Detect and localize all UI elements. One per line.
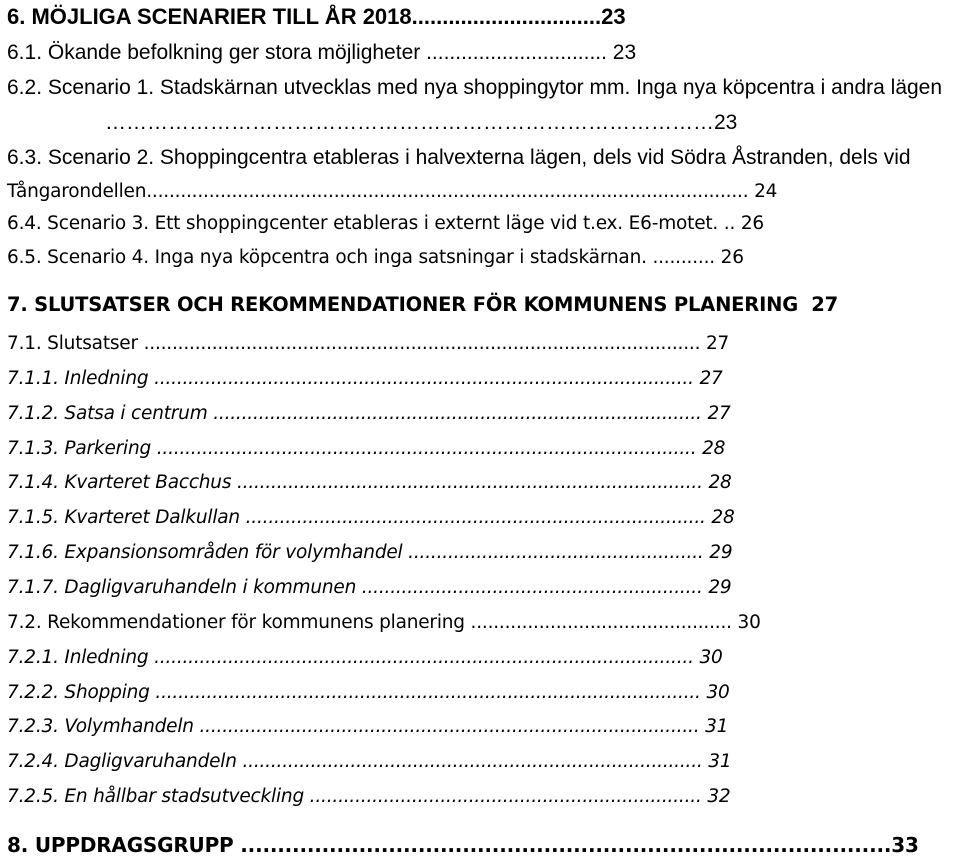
toc-entry-7-2-1-page: 30 [699,647,723,668]
toc-entry-6-3-title: 6.3. Scenario 2. Shoppingcentra etableras i halvexterna lägen, dels vid Södra Åstranden, dels vid [7,146,911,169]
toc-entry-7-2[interactable] [7,610,761,636]
toc-entry-7-1-3-page: 28 [702,438,726,459]
toc-entry-7-2-5-title: 7.2.5. En hållbar stadsutveckling ..................................................................... [7,786,702,807]
toc-entry-6-3-page: 24 [754,181,778,202]
toc-entry-6-page: 23 [601,4,626,29]
toc-entry-7-2-5-page: 32 [707,786,731,807]
toc-entry-6-2[interactable] [7,75,942,101]
toc-entry-6-1[interactable] [7,40,636,66]
toc-entry-6-4-title: 6.4. Scenario 3. Ett shoppingcenter etableras i externt läge vid t.ex. E6-motet. .. [7,213,736,234]
toc-entry-6-title: 6. MÖJLIGA SCENARIER TILL ÅR 2018 [7,4,412,29]
toc-entry-7-2-4-title: 7.2.4. Dagligvaruhandeln ................................................................................. [7,751,703,772]
toc-entry-7-1-title: 7.1. Slutsatser .................................................................................................. [7,333,701,354]
toc-entry-7-2-4[interactable] [7,749,731,775]
toc-entry-7-1-7[interactable] [7,575,731,601]
toc-entry-6-1-title: 6.1. Ökande befolkning ger stora möjligheter ............................... [7,41,607,64]
toc-entry-8[interactable] [7,832,919,858]
toc-entry-6-5-title: 6.5. Scenario 4. Inga nya köpcentra och inga satsningar i stadskärnan. ........... [7,247,715,268]
toc-entry-7-1-2-title: 7.1.2. Satsa i centrum ...................................................................................... [7,403,702,424]
toc-entry-7-2-3[interactable] [7,714,728,740]
toc-entry-7-2-1[interactable] [7,645,723,671]
toc-entry-7-1-4[interactable] [7,470,732,496]
toc-entry-7-2-page: 30 [737,612,761,633]
toc-entry-7-1-2[interactable] [7,401,731,427]
toc-entry-7-1-1[interactable] [7,366,723,392]
toc-entry-7-1-1-page: 27 [699,368,723,389]
toc-entry-7-2-title: 7.2. Rekommendationer för kommunens planering .............................................. [7,612,732,633]
toc-entry-6-4[interactable] [7,211,764,237]
toc-entry-6-3-cont[interactable] [7,179,777,205]
toc-entry-7-2-2-page: 30 [706,682,730,703]
toc-entry-6-2-page: ……………………………………………………………………………23 [105,111,738,134]
toc-entry-6-4-page: 26 [740,213,764,234]
toc-entry-7-1-4-title: 7.1.4. Kvarteret Bacchus .................................................................................. [7,472,703,493]
toc-entry-6-2-cont[interactable] [105,110,737,136]
toc-entry-7-1-2-page: 27 [707,403,731,424]
toc-entry-6-5[interactable] [7,245,744,271]
toc-entry-7-1-7-page: 29 [708,577,732,598]
toc-entry-7-2-1-title: 7.2.1. Inledning ............................................................................................... [7,647,694,668]
toc-entry-6-3[interactable] [7,145,911,171]
toc-entry-7-1-4-page: 28 [708,472,732,493]
toc-entry-7-1-1-title: 7.1.1. Inledning ............................................................................................... [7,368,694,389]
toc-entry-7[interactable] [7,292,838,318]
toc-entry-7-page: 27 [811,293,839,316]
toc-entry-7-1-3-title: 7.1.3. Parkering ............................................................................................... [7,438,697,459]
toc-entry-7-2-5[interactable] [7,784,730,810]
toc-leader-dots: ............................... [411,4,602,29]
toc-entry-7-1-5[interactable] [7,505,735,531]
toc-entry-7-2-3-title: 7.2.3. Volymhandeln ........................................................................................ [7,716,700,737]
toc-entry-7-2-3-page: 31 [705,716,729,737]
toc-entry-6-1-page: 23 [612,41,637,64]
toc-entry-7-1-page: 27 [705,333,730,354]
toc-entry-7-1-3[interactable] [7,436,725,462]
toc-entry-7-1-6-page: 29 [709,542,733,563]
toc-entry-7-1-5-title: 7.1.5. Kvarteret Dalkullan ................................................................................. [7,507,706,528]
toc-entry-8-page: 33 [891,833,919,857]
toc-entry-6[interactable] [7,4,626,30]
toc-entry-7-1-7-title: 7.1.7. Dagligvaruhandeln i kommunen ............................................................ [7,577,703,598]
toc-entry-7-2-2-title: 7.2.2. Shopping ................................................................................................ [7,682,701,703]
toc-entry-8-title: 8. UPPDRAGSGRUPP ........................................................................................ [7,833,892,857]
toc-entry-7-1-6-title: 7.1.6. Expansionsområden för volymhandel .................................................... [7,542,704,563]
toc-entry-7-2-2[interactable] [7,680,730,706]
toc-entry-7-1-5-page: 28 [711,507,735,528]
toc-entry-6-5-page: 26 [720,247,744,268]
toc-entry-7-1-6[interactable] [7,540,732,566]
toc-entry-6-3-title-cont: Tångarondellen.......................................................................................................... [7,181,749,202]
toc-entry-6-2-title: 6.2. Scenario 1. Stadskärnan utvecklas med nya shoppingytor mm. Inga nya köpcentra i andra lägen [7,76,943,99]
toc-entry-7-1[interactable] [7,331,729,357]
toc-entry-7-title: 7. SLUTSATSER OCH REKOMMENDATIONER FÖR KOMMUNENS PLANERING [7,293,799,316]
toc-entry-7-2-4-page: 31 [708,751,732,772]
